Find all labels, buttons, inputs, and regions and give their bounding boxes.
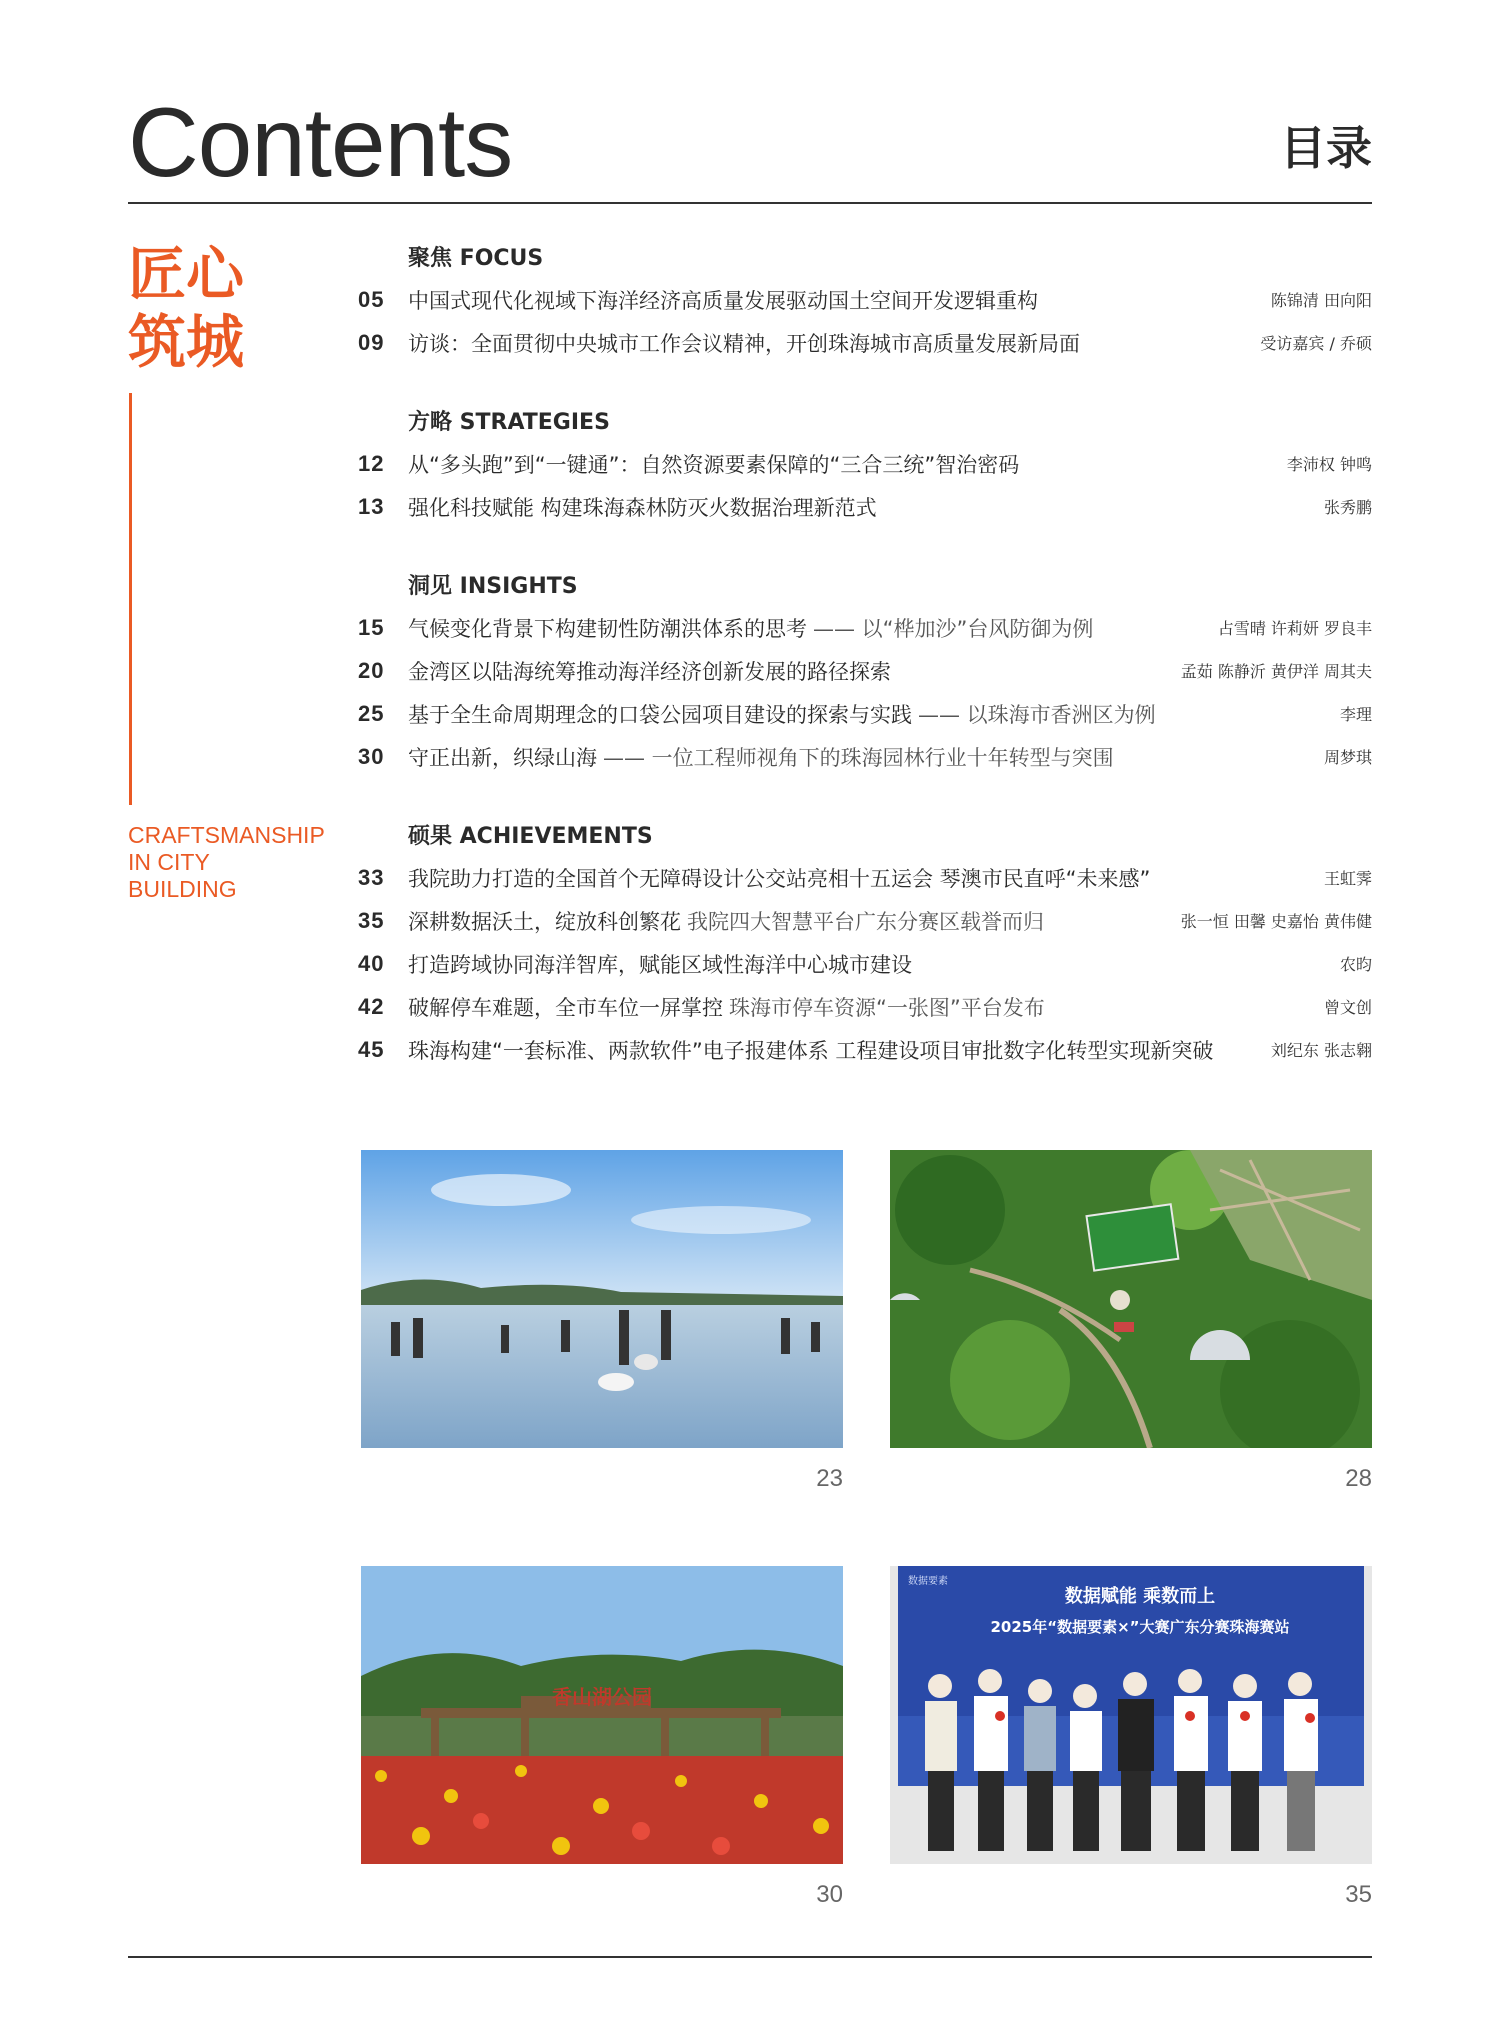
aerial-park-photo[interactable] [890,1150,1372,1448]
toc-entry[interactable] [358,692,1372,735]
entry-page-number: 33 [358,864,385,890]
banner-event-title: 2025年“数据要素×”大赛广东分赛珠海赛站 [990,1618,1290,1636]
entry-title [408,492,1314,522]
entry-title-main: 强化科技赋能 构建珠海森林防灭火数据治理新范式 [408,495,877,520]
theme-subtitle-en [128,822,368,903]
theme-en-line-1: CRAFTSMANSHIP [128,822,325,848]
entry-author: 张秀鹏 [1323,498,1372,517]
theme-line-2: 筑城 [128,308,245,376]
entry-page-number: 25 [358,700,385,726]
toc-entry[interactable] [358,442,1372,485]
toc-section-insights [358,568,1372,778]
toc-section-achievements [358,818,1372,1071]
entry-page-number: 35 [358,907,385,933]
toc-entry[interactable] [358,899,1372,942]
toc-entry[interactable] [358,278,1372,321]
entry-author: 周梦琪 [1323,748,1372,767]
entry-subtitle: 珠海市停车资源“一张图”平台发布 [729,995,1045,1020]
entry-title [408,656,1171,686]
entry-title-main: 破解停车难题，全市车位一屏掌控 [408,995,723,1020]
page-title-cn: 目录 [1280,121,1372,175]
entry-author: 占雪晴 许莉妍 罗良丰 [1217,619,1372,638]
toc-entry[interactable] [358,985,1372,1028]
entry-page-number: 09 [358,329,385,355]
banner-slogan: 数据赋能 乘数而上 [1064,1586,1216,1607]
entry-author: 孟茹 陈静沂 黄伊洋 周其夫 [1180,662,1372,681]
entry-title [408,699,1330,729]
toc-entry[interactable] [358,321,1372,364]
entry-author: 农昀 [1339,955,1372,974]
entry-title [408,906,1171,936]
section-title: 聚焦 FOCUS [408,246,544,271]
beach-photo[interactable] [361,1150,843,1448]
entry-page-number: 15 [358,614,385,640]
toc-entry[interactable] [358,649,1372,692]
toc-entry[interactable] [358,735,1372,778]
toc-entry[interactable] [358,606,1372,649]
theme-en-line-2: IN CITY [128,849,210,875]
page-title-en: Contents [128,87,513,197]
section-title: 方略 STRATEGIES [408,410,610,435]
entry-author: 陈锦清 田向阳 [1270,291,1372,310]
entry-author: 李理 [1339,705,1372,724]
entry-title [408,742,1314,772]
photo-caption: 23 [816,1465,843,1492]
entry-title [408,449,1277,479]
entry-page-number: 30 [358,743,385,769]
entry-title [408,949,1330,979]
entry-title-main: 我院助力打造的全国首个无障碍设计公交站亮相十五运会 琴澳市民直呼“未来感” [408,866,1151,891]
toc-section-strategies [358,404,1372,528]
toc-section-focus [358,240,1372,364]
entry-page-number: 42 [358,993,385,1019]
entry-title [408,992,1314,1022]
entry-author: 王虹霁 [1323,869,1372,888]
toc-entry[interactable] [358,942,1372,985]
entry-author: 刘纪东 张志翱 [1270,1041,1372,1060]
theme-divider [129,393,132,805]
entry-subtitle: —— 以“桦加沙”台风防御为例 [813,616,1094,641]
entry-title [408,613,1208,643]
award-group-photo[interactable] [890,1566,1372,1864]
entry-title-main: 深耕数据沃土，绽放科创繁花 [408,909,681,934]
tulip-park-photo[interactable] [361,1566,843,1864]
toc-entry[interactable] [358,1028,1372,1071]
entry-page-number: 12 [358,450,385,476]
entry-page-number: 45 [358,1036,385,1062]
entry-title [408,328,1250,358]
photo-caption: 35 [1345,1881,1372,1908]
entry-author: 曾文创 [1323,998,1372,1017]
theme-title [128,240,268,376]
entry-title-main: 打造跨域协同海洋智库，赋能区域性海洋中心城市建设 [408,952,912,977]
entry-subtitle: 我院四大智慧平台广东分赛区载誉而归 [687,909,1044,934]
entry-title-main: 气候变化背景下构建韧性防潮洪体系的思考 [408,616,807,641]
entry-title-main: 基于全生命周期理念的口袋公园项目建设的探索与实践 [408,702,912,727]
entry-page-number: 20 [358,657,385,683]
entry-author: 李沛权 钟鸣 [1286,455,1372,474]
table-of-contents [358,240,1372,1111]
entry-subtitle: —— 以珠海市香洲区为例 [918,702,1156,727]
entry-title [408,863,1314,893]
bottom-rule [128,1956,1372,1958]
theme-line-1: 匠心 [128,240,245,308]
entry-title-main: 珠海构建“一套标准、两款软件”电子报建体系 工程建设项目审批数字化转型实现新突破 [408,1038,1214,1063]
entry-page-number: 05 [358,286,385,312]
park-sign: 香山湖公园 [552,1685,652,1709]
entry-title-main: 守正出新，织绿山海 [408,745,597,770]
entry-author: 张一恒 田馨 史嘉怡 黄伟健 [1180,912,1372,931]
entry-page-number: 13 [358,493,385,519]
entry-page-number: 40 [358,950,385,976]
entry-title-main: 金湾区以陆海统筹推动海洋经济创新发展的路径探索 [408,659,891,684]
entry-title [408,1035,1261,1065]
toc-entry[interactable] [358,856,1372,899]
toc-entry[interactable] [358,485,1372,528]
entry-title-main: 中国式现代化视域下海洋经济高质量发展驱动国土空间开发逻辑重构 [408,288,1038,313]
entry-author: 受访嘉宾 / 乔硕 [1260,334,1372,353]
top-rule [128,202,1372,204]
entry-title-main: 从“多头跑”到“一键通”：自然资源要素保障的“三合三统”智治密码 [408,452,1020,477]
section-title: 硕果 ACHIEVEMENTS [408,824,653,849]
photo-caption: 28 [1345,1465,1372,1492]
entry-subtitle: —— 一位工程师视角下的珠海园林行业十年转型与突围 [603,745,1114,770]
banner-logo: 数据要素 [908,1576,948,1587]
photo-caption: 30 [816,1881,843,1908]
theme-en-line-3: BUILDING [128,876,237,902]
section-title: 洞见 INSIGHTS [408,574,578,599]
entry-title [408,285,1261,315]
entry-title-main: 访谈：全面贯彻中央城市工作会议精神，开创珠海城市高质量发展新局面 [408,331,1080,356]
